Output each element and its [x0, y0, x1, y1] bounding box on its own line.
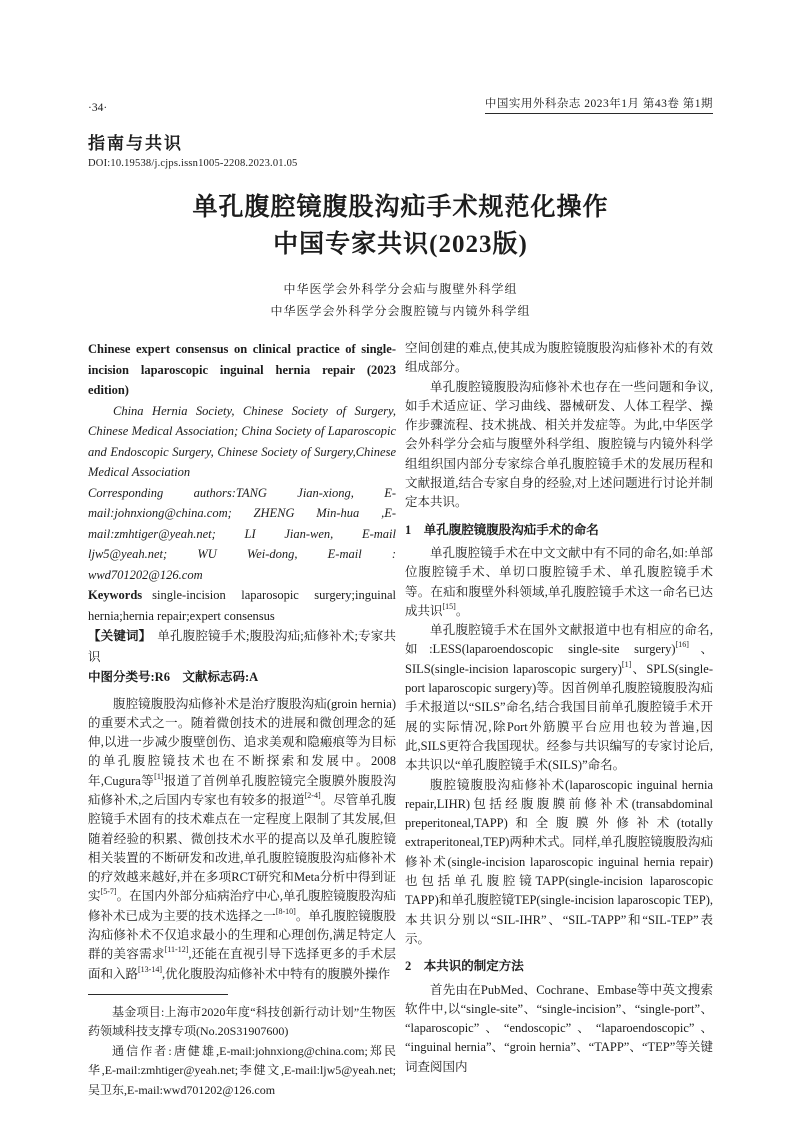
journal-reference: 中国实用外科杂志 2023年1月 第43卷 第1期 — [485, 95, 713, 114]
classification-line: 中图分类号:R6 文献标志码:A — [88, 670, 259, 684]
english-abstract — [88, 339, 396, 688]
section1-heading: 1 单孔腹腔镜腹股沟疝手术的命名 — [405, 522, 599, 537]
article-title-line1: 单孔腹腔镜腹股沟疝手术规范化操作 — [192, 194, 609, 221]
footnote-block — [88, 994, 396, 1101]
keywords-zh-text: 单孔腹腔镜手术;腹股沟疝;疝修补术;专家共识 — [88, 629, 396, 664]
section2-heading: 2 本共识的制定方法 — [405, 959, 524, 974]
left-column — [88, 339, 396, 1100]
keywords-en-text: single-incision laparosopic surgery;inguinal hernia;hernia repair;expert consensus — [88, 588, 396, 623]
author-group-2: 中华医学会外科学分会腹腔镜与内镜外科学组 — [270, 304, 531, 318]
abstract-title-en: Chinese expert consensus on clinical practice of single-incision laparoscopic inguinal hernia repair (2023 edition) — [88, 342, 396, 397]
abstract-corresponding-en: Corresponding authors:TANG Jian-xiong, E-mail:johnxiong@china.com; ZHENG Min-hua ,E-mail:zmhtiger@yeah.net; LI Jian-wen, E-mail ljw5@yeah.net; WU Wei-dong, E-mail : wwd701202@126.com — [88, 485, 396, 582]
two-column-body — [88, 339, 713, 1100]
article-title-line2: 中国专家共识(2023版) — [273, 231, 528, 258]
abstract-affiliation-en: China Hernia Society, Chinese Society of Surgery, Chinese Medical Association; China Society of Laparoscopic and Endoscopic Surgery, Chinese Society of Surgery,Chinese Medical Association — [88, 403, 396, 479]
keywords-en-label: Keywords — [88, 588, 143, 602]
author-block — [88, 278, 713, 322]
fund-note: 基金项目:上海市2020年度“科技创新行动计划”生物医药领域科技支撑专项(No.20S31907600) — [88, 1004, 396, 1039]
page-number: ·34· — [88, 102, 108, 114]
keywords-en-line — [88, 585, 396, 626]
author-group-1: 中华医学会外科学分会疝与腹壁外科学组 — [283, 282, 518, 296]
keywords-zh-line — [88, 626, 396, 667]
intro2-paragraph: 单孔腹腔镜腹股沟疝修补术也存在一些问题和争议,如手术适应证、学习曲线、器械研发、人体工程学、操作步骤流程、技术挑战、相关并发症等。为此,中华医学会外科学分会疝与腹壁外科学组、腹腔镜与内镜外科学组组织国内部分专家综合单孔腹腔镜手术的发展历程和文献报道,结合专家自身的经验,对上述问题进行讨论并制定本共识。 — [405, 379, 713, 510]
section2-paragraph1: 首先由在PubMed、Cochrane、Embase等中英文搜索软件中,以“single-site”、“single-incision”、“single-port”、“laparoscopic”、“endoscopic”、“laparoendoscopic”、“inguinal hernia”、“groin hernia”、“TAPP”、“TEP”等关键词查阅国内 — [405, 982, 713, 1074]
footnote-divider — [88, 994, 228, 995]
right-column — [405, 339, 713, 1100]
keywords-zh-label: 【关键词】 — [88, 629, 152, 643]
section-label: 指南与共识 — [88, 134, 183, 153]
continuation-paragraph: 空间创建的难点,使其成为腹腔镜腹股沟疝修补术的有效组成部分。 — [405, 341, 713, 375]
correspondence-note: 通信作者:唐健雄,E-mail:johnxiong@china.com;郑民华,E-mail:zmhtiger@yeah.net;李健文,E-mail:ljw5@yeah.net;吴卫东,E-mail:wwd701202@126.com — [88, 1043, 396, 1097]
section1-paragraph1: 单孔腹腔镜手术在中文文献中有不同的命名,如:单部位腹腔镜手术、单切口腹腔镜手术、单孔腹腔镜手术等。在疝和腹壁外科领域,单孔腹腔镜手术这一命名已达成共识[15]。 — [405, 545, 713, 618]
section1-paragraph2: 单孔腹腔镜手术在国外文献报道中也有相应的命名,如:LESS(laparoendoscopic single-site surgery)[16]、SILS(single-incision laparoscopic surgery)[1]、SPLS(single-port laparoscopic surgery)等。因首例单孔腹腔镜腹股沟疝手术报道以“SILS”命名,结合我国目前单孔腹腔镜手术开展的实际情况,除Port外筋膜平台应用也较为普遍,因此,SILS更符合我国现状。经参与共识编写的专家讨论后,本共识以“单孔腹腔镜手术(SILS)”命名。 — [405, 623, 713, 773]
article-title — [88, 189, 713, 263]
intro-paragraph: 腹腔镜腹股沟疝修补术是治疗腹股沟疝(groin hernia)的重要术式之一。随着微创技术的进展和微创理念的延伸,以进一步减少腹壁创伤、追求美观和隐瘢痕等为目标的单孔腹腔镜技术也在不断探索和发展中。2008年,Cugura等[1]报道了首例单孔腹腔镜完全腹膜外腹股沟疝修补术,之后国内专家也有较多的报道[2-4]。尽管单孔腹腔镜手术固有的技术难点在一定程度上限制了其发展,但随着经验的积累、微创技术水平的提高以及单孔腹腔镜相关装置的不断研发和改进,单孔腹腔镜腹股沟疝修补术的疗效越来越好,并在多项RCT研究和Meta分析中得到证实[5-7]。在国内外部分疝病治疗中心,单孔腹腔镜腹股沟疝修补术已成为主要的技术选择之一[8-10]。单孔腹腔镜腹股沟疝修补术不仅追求最小的生理和心理创伤,满足特定人群的美容需求[11-12],还能在直视引导下选择更多的手术层面和入路[13-14],优化腹股沟疝修补术中特有的腹膜外操作 — [88, 696, 396, 981]
doi-line: DOI:10.19538/j.cjps.issn1005-2208.2023.01.05 — [88, 158, 298, 169]
page-header — [88, 95, 713, 114]
section1-paragraph3: 腹腔镜腹股沟疝修补术(laparoscopic inguinal hernia repair,LIHR)包括经腹腹膜前修补术(transabdominal preperitoneal,TAPP)和全腹膜外修补术(totally extraperitoneal,TEP)两种术式。同样,单孔腹腔镜腹股沟疝修补术(single-incision laparoscopic inguinal hernia repair)也包括单孔腹腔镜TAPP(single-incision laparoscopic TAPP)和单孔腹腔镜TEP(single-incision laparoscopic TEP),本共识分别以“SIL-IHR”、“SIL-TAPP”和“SIL-TEP”表示。 — [405, 777, 713, 946]
